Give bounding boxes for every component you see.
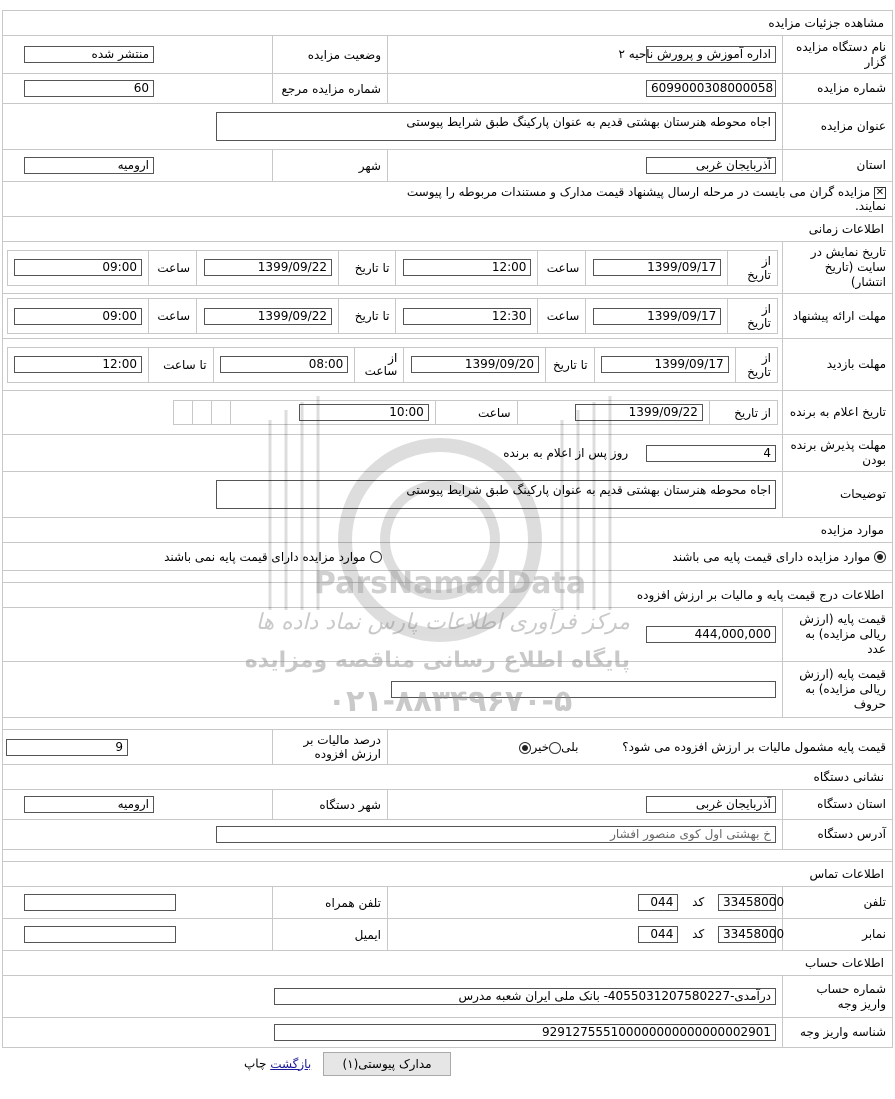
vat-percent-field[interactable]: 9 bbox=[6, 739, 128, 756]
mobile-label: تلفن همراه bbox=[273, 887, 388, 919]
from-date-label: از تاریخ bbox=[735, 347, 777, 382]
page-title: مشاهده جزئیات مزایده bbox=[3, 11, 893, 36]
to-date-label: تا تاریخ bbox=[546, 347, 595, 382]
time-label: ساعت bbox=[149, 299, 197, 334]
display-date-row bbox=[7, 250, 778, 286]
visit-from-date[interactable]: 1399/09/17 bbox=[601, 356, 729, 373]
display-to-date[interactable]: 1399/09/22 bbox=[204, 259, 332, 276]
number-field[interactable]: 6099000308000058 bbox=[646, 80, 776, 97]
vat-question: قیمت پایه مشمول مالیات بر ارزش افزوده می شود؟ bbox=[622, 740, 886, 754]
to-date-label: تا تاریخ bbox=[338, 250, 395, 285]
province-field[interactable]: آذربایجان غربی bbox=[646, 157, 776, 174]
org-province-field[interactable]: آذربایجان غربی bbox=[646, 796, 776, 813]
org-label: نام دستگاه مزایده گزار bbox=[783, 36, 893, 74]
offer-from-date[interactable]: 1399/09/17 bbox=[593, 308, 721, 325]
footer-actions bbox=[2, 1052, 893, 1076]
offer-to-date[interactable]: 1399/09/22 bbox=[204, 308, 332, 325]
with-base-price-label: موارد مزایده دارای قیمت پایه می باشند bbox=[672, 549, 871, 564]
visit-from-time[interactable]: 08:00 bbox=[220, 356, 348, 373]
base-price-number-field[interactable]: 444,000,000 bbox=[646, 626, 776, 643]
account-number-label: شماره حساب واریز وجه bbox=[783, 976, 893, 1018]
org-address-label: آدرس دستگاه bbox=[783, 820, 893, 850]
fax-code-field[interactable]: 044 bbox=[638, 926, 678, 943]
vat-yes-label: بلی bbox=[561, 740, 579, 754]
offer-deadline-label: مهلت ارائه پیشنهاد bbox=[783, 294, 893, 339]
back-link[interactable]: بازگشت bbox=[270, 1056, 312, 1071]
visit-deadline-row bbox=[7, 347, 778, 383]
org-address-field[interactable]: خ بهشتی اول کوی منصور افشار bbox=[216, 826, 776, 843]
from-date-label: از تاریخ bbox=[728, 299, 778, 334]
display-date-label: تاریخ نمایش در سایت (تاریخ انتشار) bbox=[783, 242, 893, 294]
winner-date[interactable]: 1399/09/22 bbox=[575, 404, 703, 421]
mobile-field[interactable] bbox=[24, 894, 176, 911]
with-base-price-radio[interactable] bbox=[874, 551, 886, 563]
org-city-label: شهر دستگاه bbox=[273, 790, 388, 820]
accept-days-suffix: روز پس از اعلام به برنده bbox=[503, 445, 629, 460]
description-field[interactable]: اجاه محوطه هنرستان بهشتی قدیم به عنوان پارکینگ طبق شرایط پیوستی bbox=[216, 480, 776, 509]
from-time-label: از ساعت bbox=[355, 347, 404, 382]
auction-detail-page bbox=[2, 10, 893, 1076]
notice-checkbox[interactable]: ✕ bbox=[875, 186, 885, 198]
time-label: ساعت bbox=[538, 250, 586, 285]
fax-field[interactable]: 33458000 bbox=[718, 926, 776, 943]
time-label: ساعت bbox=[149, 250, 197, 285]
visit-to-date[interactable]: 1399/09/20 bbox=[411, 356, 539, 373]
print-link[interactable]: چاپ bbox=[243, 1056, 267, 1071]
ref-label: شماره مزایده مرجع bbox=[273, 74, 388, 104]
description-label: توضیحات bbox=[783, 472, 893, 518]
org-field[interactable]: اداره آموزش و پرورش ناحیه ۲ bbox=[646, 46, 776, 63]
phone-label: تلفن bbox=[783, 887, 893, 919]
to-time-label: تا ساعت bbox=[149, 347, 214, 382]
offer-from-time[interactable]: 12:30 bbox=[403, 308, 531, 325]
province-label: استان bbox=[783, 150, 893, 182]
winner-date-row bbox=[173, 400, 778, 425]
org-city-field[interactable]: ارومیه bbox=[24, 796, 154, 813]
watermark-line1: مرکز فرآوری اطلاعات پارس نماد داده ها bbox=[255, 610, 630, 635]
account-section-title: اطلاعات حساب bbox=[3, 951, 893, 976]
status-label: وضعیت مزایده bbox=[273, 36, 388, 74]
watermark-brand: ParsNamadData bbox=[313, 566, 587, 601]
payment-id-label: شناسه واریز وجه bbox=[783, 1018, 893, 1048]
display-from-time[interactable]: 12:00 bbox=[403, 259, 531, 276]
display-to-time[interactable]: 09:00 bbox=[14, 259, 142, 276]
auction-detail-table bbox=[2, 10, 893, 1048]
visit-to-time[interactable]: 12:00 bbox=[14, 356, 142, 373]
winner-time[interactable]: 10:00 bbox=[299, 404, 429, 421]
price-section-title: اطلاعات درج قیمت پایه و مالیات بر ارزش افزوده bbox=[3, 583, 893, 608]
watermark-line2: پایگاه اطلاع رسانی مناقصه ومزایده bbox=[244, 648, 630, 673]
vat-no-label: خیر bbox=[531, 740, 550, 754]
base-price-text-field[interactable] bbox=[391, 681, 776, 698]
offer-to-time[interactable]: 09:00 bbox=[14, 308, 142, 325]
status-field[interactable]: منتشر شده bbox=[24, 46, 154, 63]
subject-label: عنوان مزایده bbox=[783, 104, 893, 150]
fax-label: نمابر bbox=[783, 919, 893, 951]
fax-code-label: کد bbox=[692, 927, 705, 941]
account-number-field[interactable]: درآمدی-4055031207580227- بانک ملی ایران شعبه مدرس bbox=[274, 988, 776, 1005]
without-base-price-label: موارد مزایده دارای قیمت پایه نمی باشند bbox=[164, 549, 366, 564]
winner-date-label: تاریخ اعلام به برنده bbox=[783, 391, 893, 435]
number-label: شماره مزایده bbox=[783, 74, 893, 104]
accept-deadline-label: مهلت پذیرش برنده بودن bbox=[783, 435, 893, 472]
city-label: شهر bbox=[273, 150, 388, 182]
org-province-label: استان دستگاه bbox=[783, 790, 893, 820]
watermark-phone: ۰۲۱-۸۸۳۴۹۶۷۰-۵ bbox=[327, 684, 573, 719]
notice-text: مزایده گران می بایست در مرحله ارسال پیشنهاد قیمت مدارک و مستندات مربوطه را پیوست نمایند. bbox=[406, 185, 886, 213]
address-section-title: نشانی دستگاه bbox=[3, 765, 893, 790]
payment-id-field[interactable]: 929127555100000000000000002901 bbox=[274, 1024, 776, 1041]
ref-field[interactable]: 60 bbox=[24, 80, 154, 97]
display-from-date[interactable]: 1399/09/17 bbox=[593, 259, 721, 276]
offer-deadline-row bbox=[7, 298, 778, 334]
attached-documents-button[interactable]: مدارک پیوستی(۱) bbox=[323, 1052, 451, 1076]
items-section-title: موارد مزایده bbox=[3, 518, 893, 543]
to-date-label: تا تاریخ bbox=[338, 299, 395, 334]
without-base-price-radio[interactable] bbox=[370, 551, 382, 563]
phone-code-label: کد bbox=[692, 895, 705, 909]
visit-deadline-label: مهلت بازدید bbox=[783, 339, 893, 391]
vat-percent-label: درصد مالیات بر ارزش افزوده bbox=[273, 730, 388, 765]
time-label: ساعت bbox=[435, 401, 517, 425]
phone-field[interactable]: 33458000 bbox=[718, 894, 776, 911]
contact-section-title: اطلاعات تماس bbox=[3, 862, 893, 887]
base-price-number-label: قیمت پایه (ارزش ریالی مزایده) به عدد bbox=[783, 608, 893, 662]
subject-field[interactable]: اجاه محوطه هنرستان بهشتی قدیم به عنوان پارکینگ طبق شرایط پیوستی bbox=[216, 112, 776, 141]
accept-days-field[interactable]: 4 bbox=[646, 445, 776, 462]
vat-yes-radio[interactable] bbox=[549, 742, 561, 754]
timing-section-title: اطلاعات زمانی bbox=[3, 217, 893, 242]
email-label: ایمیل bbox=[273, 919, 388, 951]
email-field[interactable] bbox=[24, 926, 176, 943]
base-price-text-label: قیمت پایه (ارزش ریالی مزایده) به حروف bbox=[783, 662, 893, 718]
from-date-label: از تاریخ bbox=[709, 401, 777, 425]
phone-code-field[interactable]: 044 bbox=[638, 894, 678, 911]
vat-no-radio[interactable] bbox=[519, 742, 531, 754]
time-label: ساعت bbox=[538, 299, 586, 334]
from-date-label: از تاریخ bbox=[728, 250, 778, 285]
city-field[interactable]: ارومیه bbox=[24, 157, 154, 174]
